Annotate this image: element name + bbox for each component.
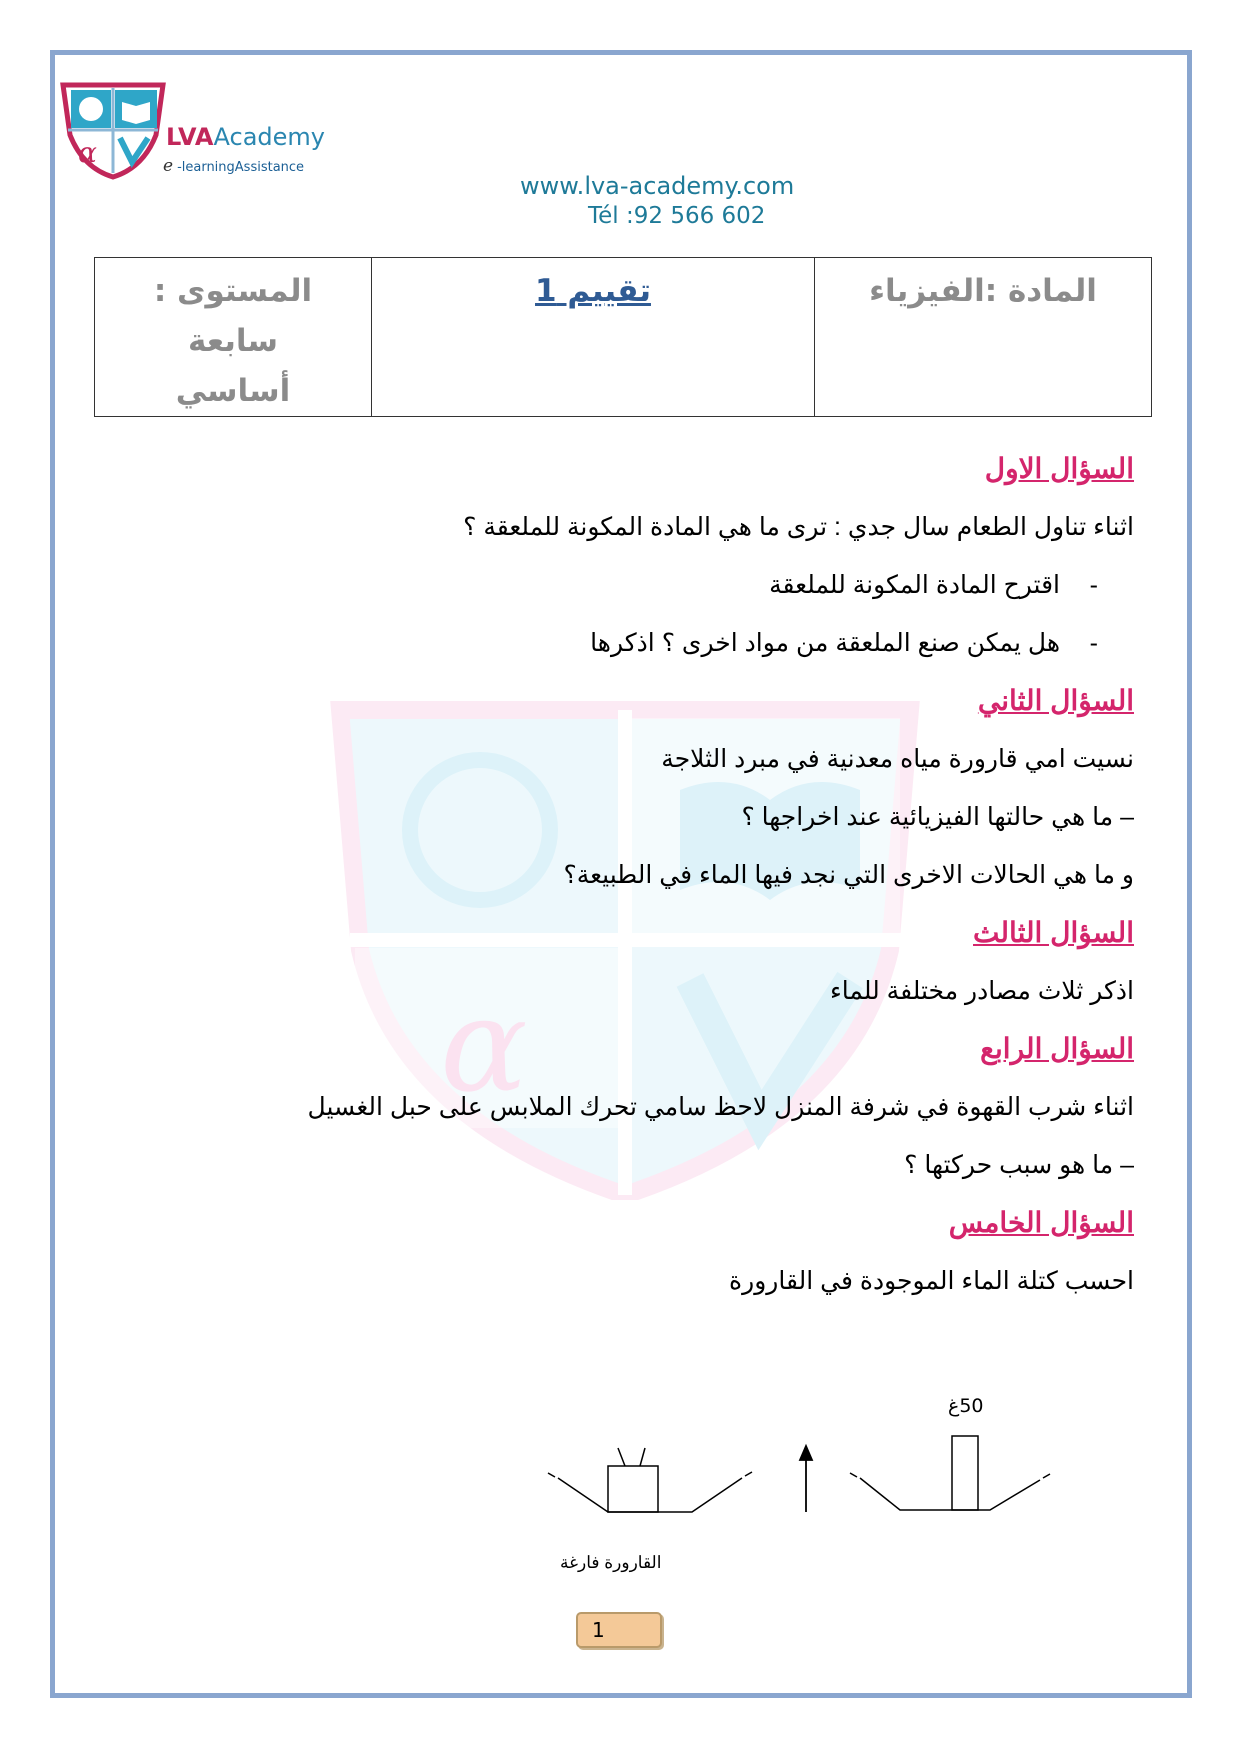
question-3-heading: السؤال الثالث [973,917,1134,948]
question-5-heading: السؤال الخامس [948,1207,1134,1238]
subject-cell [815,258,1152,417]
question-2-line-2: – ما هي حالتها الفيزيائية عند اخراجها ؟ [741,803,1134,831]
question-2-line-3: و ما هي الحالات الاخرى التي نجد فيها الماء في الطبيعة؟ [563,861,1134,889]
questions-section [130,440,1134,1310]
question-1-line-1: اثناء تناول الطعام سال جدي : ترى ما هي المادة المكونة للملعقة ؟ [463,513,1134,541]
level-cell [95,258,372,417]
level-line2: أساسي [175,373,291,409]
svg-text:α: α [78,136,97,169]
phone-number: Tél :92 566 602 [588,203,766,229]
question-1-bullet-1: -اقترح المادة المكونة للملعقة [769,571,1098,599]
question-3-line-1: اذكر ثلاث مصادر مختلفة للماء [830,977,1134,1005]
question-2-heading: السؤال الثاني [977,685,1134,716]
page-number: 1 [576,1612,662,1648]
subject-label: المادة :الفيزياء [869,273,1097,309]
level-line1: المستوى : سابعة [153,273,313,359]
question-1-bullet-2: -هل يمكن صنع الملعقة من مواد اخرى ؟ اذكرها [590,629,1098,657]
left-balance-pan [548,1448,752,1512]
question-4-line-1: اثناء شرب القهوة في شرفة المنزل لاحظ سامي تحرك الملابس على حبل الغسيل [307,1093,1134,1121]
header-table [94,257,1152,417]
question-2-line-1: نسيت امي قارورة مياه معدنية في مبرد الثلاجة [661,745,1134,773]
question-4-heading: السؤال الرابع [980,1033,1134,1064]
page-title: تقييم 1 [535,273,651,309]
website-link[interactable]: www.lva-academy.com [520,172,795,200]
brand-tagline: e -learningAssistance [163,156,305,176]
question-5-line-1: احسب كتلة الماء الموجودة في القارورة [729,1267,1134,1295]
svg-text:α: α [440,969,528,1121]
mass-label: 50غ [948,1395,984,1417]
right-balance-pan [850,1436,1050,1510]
figure-caption: القارورة فارغة [560,1553,662,1572]
lva-academy-logo-icon [58,80,168,180]
title-cell [372,258,815,417]
arrow-up-icon [800,1446,812,1512]
brand-name: LVAAcademy [166,123,325,151]
question-4-line-2: – ما هو سبب حركتها ؟ [904,1151,1134,1179]
question-1-heading: السؤال الاول [984,453,1134,484]
